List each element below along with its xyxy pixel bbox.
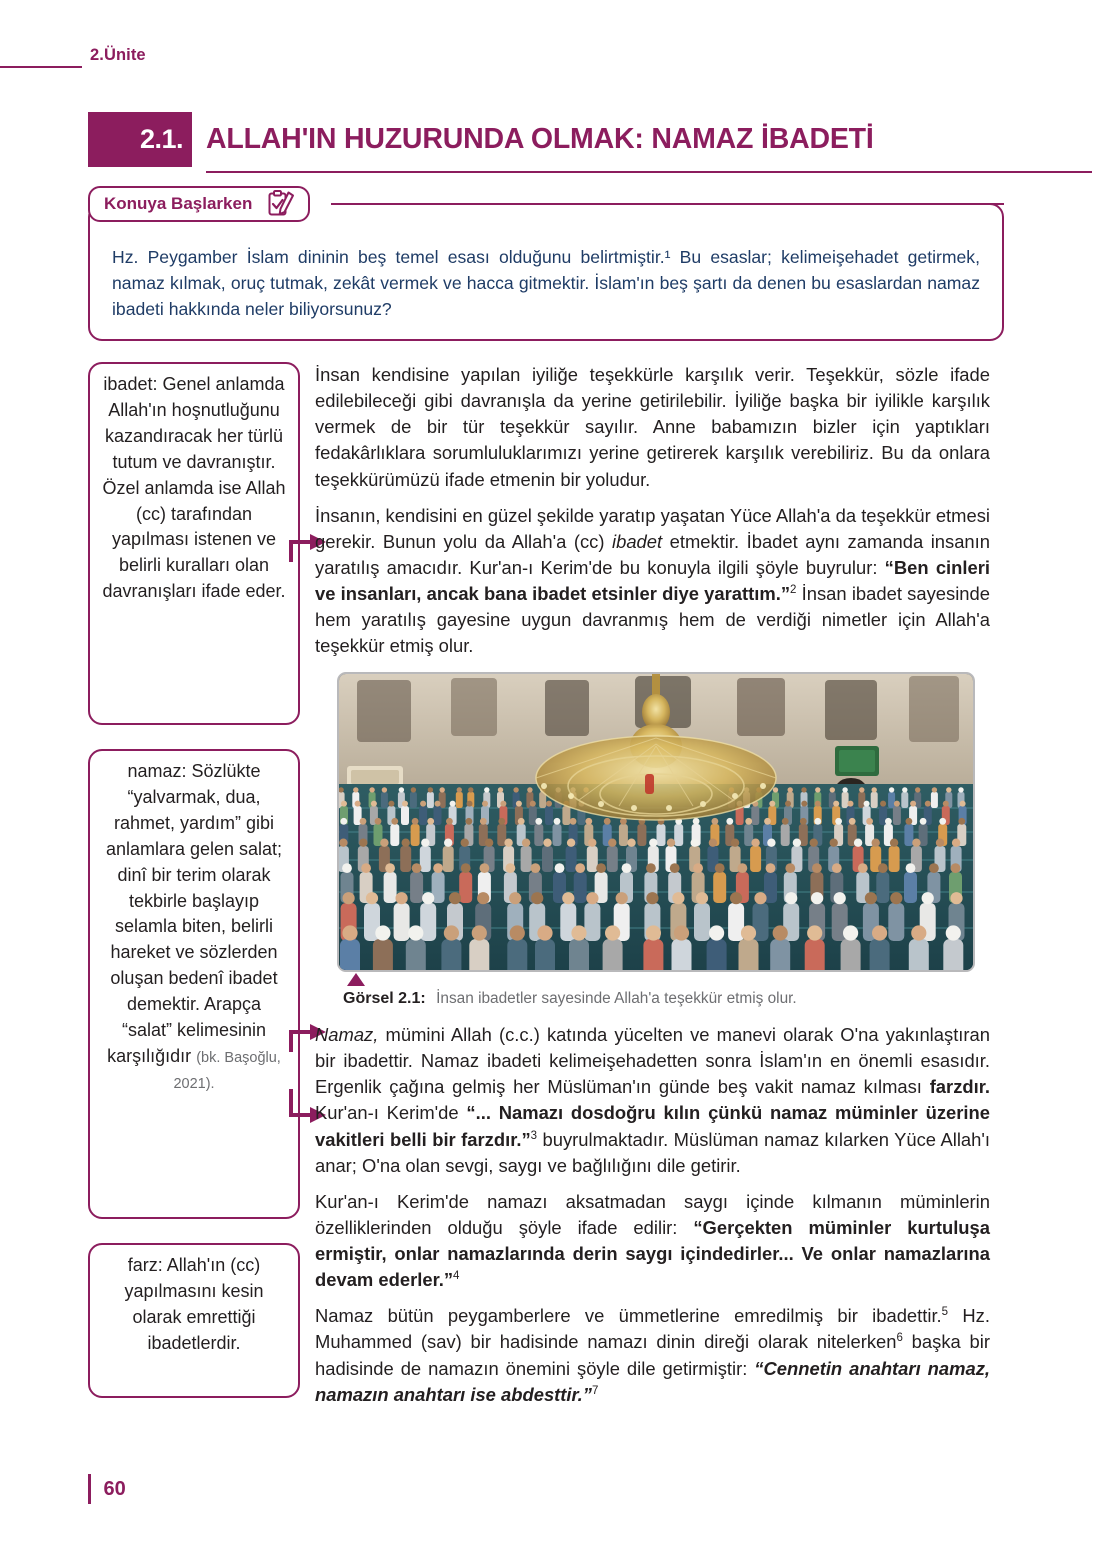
section-number-badge: 2.1.	[88, 112, 192, 167]
intro-text: Hz. Peygamber İslam dininin beş temel esası olduğunu belirtmiştir.¹ Bu esaslar; kelimeişehadet getirmek, namaz kılmak, oruç tutmak, zekât vermek ve hacca gitmektir. İslam'ın beş şartı da denen bu esaslardan namaz ibadeti hakkında neler biliyorsunuz?	[112, 247, 980, 319]
figure-caption-label: Görsel 2.1:	[343, 990, 426, 1007]
paragraph-3: Namaz, mümini Allah (c.c.) katında yücelten ve manevi olarak O'na yakınlaştıran bir ibadettir. Namaz ibadeti kelimeişehadetten sonra İslam'ın en önemli esasıdır. Ergenlik çağına gelmiş her Müslüman'ın günde beş vakit namaz kılması farzdır. Kur'an-ı Kerim'de “... Namazı dosdoğru kılın çünkü namaz müminler üzerine vakitleri belli bir farzdır.”$^3$ buyrulmaktadır. Müslüman namaz kılarken Yüce Allah'ı anar; O'na olan sevgi, saygı ve bağlılığını dile getirir.	[315, 1024, 990, 1176]
figure-caption	[343, 990, 983, 1008]
glossary-term-farz-label: farz:	[127, 1255, 163, 1275]
glossary-term-ibadet	[88, 362, 300, 725]
glossary-term-ibadet-label: ibadet:	[103, 374, 158, 394]
section-underline	[206, 171, 1092, 173]
clipboard-check-pencil-icon	[266, 189, 296, 219]
figure-caption-text: İnsan ibadetler sayesinde Allah'a teşekkür etmiş olur.	[436, 990, 797, 1007]
running-head-rule	[0, 66, 82, 68]
section-title	[88, 112, 1008, 174]
intro-tab	[88, 186, 310, 222]
page-footer	[88, 1472, 126, 1506]
main-text-top	[315, 362, 990, 669]
running-head	[0, 38, 260, 72]
intro-body	[88, 203, 1004, 341]
glossary-term-ibadet-text	[100, 372, 288, 605]
glossary-term-farz-definition: Allah'ın (cc) yapılmasını kesin olarak emrettiği ibadetlerdir.	[124, 1255, 264, 1353]
glossary-term-namaz-source: (bk. Başoğlu, 2021).	[173, 1049, 281, 1092]
main-text-bottom	[315, 1022, 990, 1418]
mosque-interior-illustration	[339, 674, 973, 970]
page-number: 60	[103, 1477, 126, 1500]
glossary-term-namaz-label: namaz:	[127, 761, 187, 781]
footer-bar	[88, 1474, 91, 1504]
figure-caption-marker	[347, 972, 365, 986]
glossary-term-namaz-definition: Sözlükte “yalvarmak, dua, rahmet, yardım” gibi anlamlara gelen salat; dinî bir terim olarak tekbirle başlayıp selamla biten, belirli hareket ve sözlerden oluşan bedenî ibadet demektir. Arapça “salat” kelimesinin karşılığıdır	[105, 761, 283, 1066]
paragraph-2: İnsanın, kendisini en güzel şekilde yaratıp yaşatan Yüce Allah'a da teşekkür etmesi gerekir. Bunun yolu da Allah'a (cc) ibadet etmektir. İbadet aynı zamanda insanın yaratılış amacıdır. Kur'an-ı Kerim'de bu konuyla ilgili şöyle buyrulur: “Ben cinleri ve insanları, ancak bana ibadet etsinler diye yarattım.”$^2$ İnsan ibadet sayesinde hem yaratılış gayesine uygun davranmış hem de verdiği nimetler için Allah'a teşekkür etmiş olur.	[315, 504, 990, 657]
glossary-term-ibadet-definition: Genel anlamda Allah'ın hoşnutluğunu kazandıracak her türlü tutum ve davranıştır. Özel anlamda ise Allah (cc) tarafından yapılması istenen ve belirli kuralları olan davranışları ifade eder.	[102, 374, 286, 602]
figure-image	[337, 672, 975, 972]
section-heading	[206, 112, 1008, 167]
section-heading-text: ALLAH'IN HUZURUNDA OLMAK: NAMAZ İBADETİ	[206, 123, 874, 155]
intro-tab-label: Konuya Başlarken	[104, 194, 253, 213]
paragraph-4: Kur'an-ı Kerim'de namazı aksatmadan saygı içinde kılmanın müminlerin özelliklerinden olduğu şöyle ifade edilir: “Gerçekten müminler kurtuluşa ermiştir, onlar namazlarında derin saygı içindedirler... Ve onlar namazlarına devam ederler.”$^4$	[315, 1190, 990, 1291]
glossary-term-namaz-text	[100, 759, 288, 1096]
paragraph-1: İnsan kendisine yapılan iyiliğe teşekkürle karşılık verir. Teşekkür, sözle ifade edilebileceği gibi davranışla da yerine getirilebilir. İyiliğe başka bir iyilikle karşılık vermek de bir tür teşekkür sayılır. Anne babamızın bizler için yaptıkları fedakârlıklara sorumluluklarımızı yerine getirerek karşılık verebiliriz. Bu da onlara teşekkürümüzü ifade etmenin bir yoludur.	[315, 364, 990, 490]
glossary-term-farz-text	[100, 1253, 288, 1357]
glossary-term-farz	[88, 1243, 300, 1398]
figure-block	[337, 672, 975, 1007]
glossary-column	[88, 362, 300, 1422]
glossary-term-namaz	[88, 749, 300, 1219]
running-head-label: 2.Ünite	[90, 45, 146, 64]
paragraph-5: Namaz bütün peygamberlere ve ümmetlerine emredilmiş bir ibadettir.$^5$ Hz. Muhammed (sav) bir hadisinde namazı dinin direği olarak nitelerken$^6$ başka bir hadisinde de namazın önemini şöyle dile getirmiştir: “Cennetin anahtarı namaz, namazın anahtarı ise abdesttir.”$^7$	[315, 1305, 990, 1405]
